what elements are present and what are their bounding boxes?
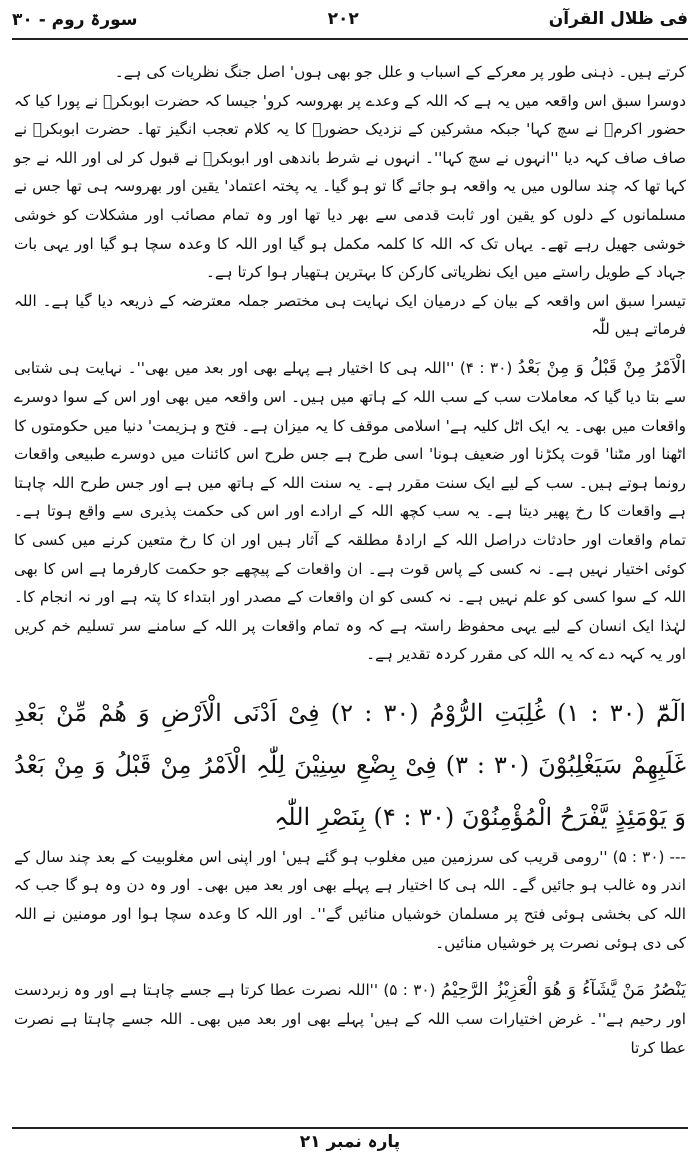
verse-translation-2: (۳۰ : ۵) ''اللہ نصرت عطا کرتا ہے جسے چاہتا ہے اور وہ زبردست اور رحیم ہے''۔ غرض اختیارات سب اللہ کے ہیں' پہلے بھی اور بعد میں بھی۔ اللہ جسے چاہتا ہے نصرت عطا کرتا [14,981,686,1057]
paragraph-3: تیسرا سبق اس واقعہ کے بیان کے درمیان ایک نہایت ہی مختصر جملہ معترضہ کے ذریعہ دیا گیا ہے۔ اللہ فرماتے ہیں للّٰہ [14,291,686,339]
verse-commentary: (۳۰ : ۴) ''اللہ ہی کا اختیار ہے پہلے بھی اور بعد میں بھی''۔ نہایت ہی شتابی سے بتا دیا گیا کہ معاملات سب کے سب اللہ کے ہاتھ میں ہیں۔ اس واقعہ میں بھی اور اس کے سوا دوسرے واقعات میں بھی۔ یہ ایک اٹل کلیہ ہے' اسلامی موقف کا یہ میزان ہے۔ فتح و ہزیمت' دنیا میں حکومتوں کا اٹھنا اور مٹنا' قوت پکڑنا اور ضعیف ہونا' اسی طرح ہے جس طرح اس کائنات میں دوسرے طبیعی واقعات رونما ہوتے ہیں۔ سب کے لیے ایک سنت مقرر ہے۔ یہ سنت اللہ کے ہاتھ میں ہے اور جس طرح اللہ چاہتا ہے واقعات کا رخ پھیر دیتا ہے۔ یہ سب کچھ اللہ کے ارادے اور اس کی حکمت پذیری سے واقع ہوتا ہے۔ تمام واقعات اور حادثات دراصل اللہ کے ارادۂ مطلقہ کے آثار ہیں اور ان کا رخ متعین کرنے میں کسی کا کوئی اختیار نہیں ہے۔ نہ کسی کے پاس قوت ہے۔ ان واقعات کے پیچھے جو حکمت کارفرما ہے اس کا بھی اللہ کے سوا کسی کو علم نہیں ہے۔ نہ کسی کو ان واقعات کے مصدر اور ابتداء کا پتہ ہے اور نہ انجام کا۔ لہٰذا ایک انسان کے لیے یہی محفوظ راستہ ہے کہ وہ تمام واقعات پر اللہ کے سامنے سر تسلیم خم کریں اور یہ کہہ دے کہ یہ اللہ کی مقرر کردہ تقدیر ہے۔ [14,358,686,664]
page-body [14,58,686,1062]
verse-translation-1: --- (۳۰ : ۵) ''رومی قریب کی سرزمین میں مغلوب ہو گئے ہیں' اور اپنی اس مغلوبیت کے بعد چند سال کے اندر وہ غالب ہو جائیں گے۔ اللہ ہی کا اختیار ہے پہلے بھی اور بعد میں بھی۔ اور وہ دن وہ ہو گا جب کہ اللہ کی بخشی ہوئی فتح پر مسلمان خوشیاں منائیں گے''۔ اور اللہ کا وعدہ سچا ہوا اور مومنین نے اللہ کی دی ہوئی نصرت پر خوشیاں منائیں۔ [14,847,686,952]
verse-inline: الْاَمْرُ مِنْ قَبْلُ وَ مِنْ بَعْدُ [517,357,686,378]
para-number-label: پارہ نمبر ۲۱ [299,1132,401,1152]
surah-para-label: سورۃ روم - ۳۰ [12,9,138,30]
header-divider [12,38,688,40]
paragraph-final [14,975,686,1062]
paragraph-2: دوسرا سبق اس واقعہ میں یہ ہے کہ اللہ کے وعدے پر بھروسہ کرو' جیسا کہ حضرت ابوبکرؓ نے پورا کیا کہ حضور اکرمؐ نے سچ کہا' جبکہ مشرکین کے نزدیک حضورؐ کا یہ کلام تعجب انگیز تھا۔ حضرت ابوبکرؓ نے صاف صاف کہہ دیا ''انہوں نے سچ کہا''۔ انہوں نے شرط باندھی اور ابوبکرؓ نے قبول کر لی اور اللہ نے جو کہا تھا کہ چند سالوں میں یہ واقعہ ہو جائے گا تو ہو گیا۔ یہ پختہ اعتماد' یقین اور بھروسہ ہی تھا جس نے مسلمانوں کے دلوں کو یقین اور ثابت قدمی سے بھر دیا تھا اور وہ تمام مصائب اور مشکلات کو خوشی خوشی جھیل رہے تھے۔ یہاں تک کہ اللہ کا کلمہ مکمل ہو گیا اور اللہ کا وعدہ سچا ہو گیا اور یہی بات جہاد کے طویل راستے میں ایک نظریاتی کارکن کا بہترین ہتھیار ہوا کرتا ہے۔ [14,91,686,282]
page-number: ۲۰۲ [327,9,359,29]
book-title: فی ظلال القرآن [548,9,688,29]
quran-verse-block: الٓمّٓ (۳۰ : ۱) غُلِبَتِ الرُّوْمُ (۳۰ : ۲) فِیْ اَدْنَی الْاَرْضِ وَ ھُمْ مِّنْ بَعْدِ غَلَبِھِمْ سَیَغْلِبُوْنَ (۳۰ : ۳) فِیْ بِضْعِ سِنِیْنَ لِلّٰہِ الْاَمْرُ مِنْ قَبْلُ وَ مِنْ بَعْدُ وَ یَوْمَئِذٍ یَّفْرَحُ الْمُؤْمِنُوْنَ (۳۰ : ۴) بِنَصْرِ اللّٰہِ [14,698,686,831]
paragraph-4 [14,353,686,669]
paragraph-1: کرتے ہیں۔ ذہنی طور پر معرکے کے اسباب و علل جو بھی ہوں' اصل جنگ نظریات کی ہے۔ [114,63,686,81]
verse-inline-2: یَنْصُرُ مَنْ یَّشَآءُ وَ ھُوَ الْعَزِیْزُ الرَّحِیْمُ [440,980,686,1001]
page-header [12,0,688,38]
footer-divider [12,1127,688,1129]
